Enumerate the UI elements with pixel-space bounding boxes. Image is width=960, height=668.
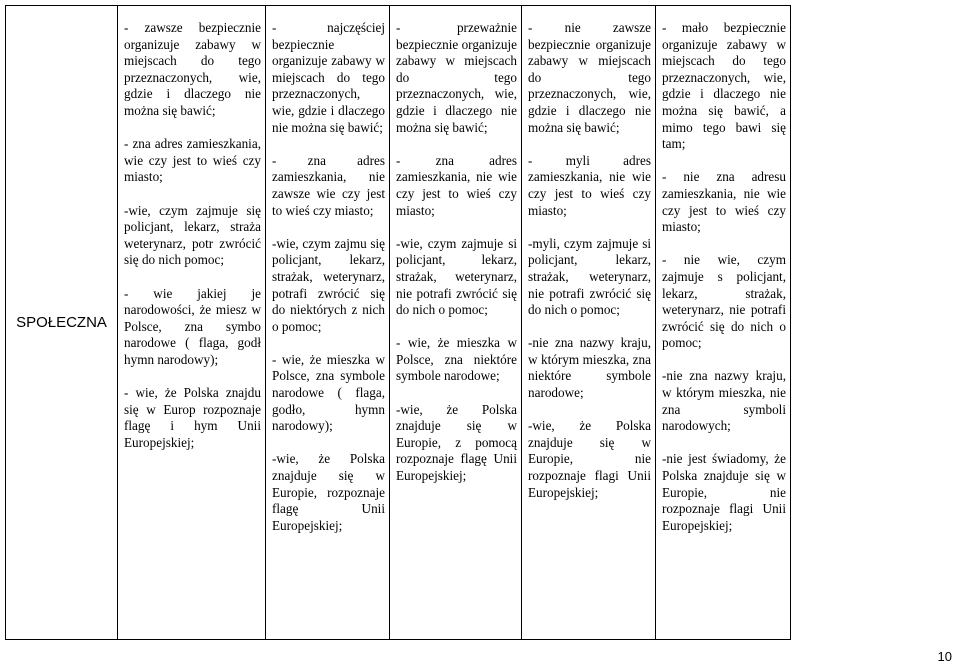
column-1-cell — [118, 6, 266, 640]
column-4-item: -nie zna nazwy kraju, w którym mieszka, zna niektóre symbole narodowe; — [528, 335, 651, 401]
column-1-item: - wie, że Polska znajdu się w Europ rozpoznaje flagę i hym Unii Europejskiej; — [124, 385, 261, 450]
column-5-item: - nie wie, czym zajmuje s policjant, lekarz, strażak, weterynarz, nie potrafi zwrócić się do nich o pomoc; — [662, 252, 786, 351]
column-3-cell — [390, 6, 522, 640]
column-3-item: -wie, że Polska znajduje się w Europie, z pomocą rozpoznaje flagę Unii Europejskiej; — [396, 401, 517, 484]
column-2-item: -wie, że Polska znajduje się w Europie, rozpoznaje flagę Unii Europejskiej; — [272, 451, 385, 533]
column-5-cell — [656, 6, 791, 640]
column-5-item: - mało bezpiecznie organizuje zabawy w miejscach do tego przeznaczonych, wie, gdzie i dlaczego nie można się bawić, a mimo tego bawi się tam; — [662, 20, 786, 152]
column-2-item: - wie, że mieszka w Polsce, zna symbole narodowe ( flaga, godło, hymn narodowy); — [272, 351, 385, 434]
category-cell — [6, 6, 118, 640]
column-2-item: - zna adres zamieszkania, nie zawsze wie czy jest to wieś czy miasto; — [272, 152, 385, 218]
column-2-item: -wie, czym zajmu się policjant, lekarz, strażak, weterynarz, potrafi zwrócić się do niektórych z nich o pomoc; — [272, 235, 385, 334]
column-1-item: - wie jakiej je narodowości, że miesz w Polsce, zna symbo narodowe ( flaga, godł hymn narodowy); — [124, 285, 261, 367]
column-4-item: - myli adres zamieszkania, nie wie czy jest to wieś czy miasto; — [528, 152, 651, 218]
column-1-item: - zna adres zamieszkania, wie czy jest to wieś czy miasto; — [124, 136, 261, 185]
column-5-item: -nie zna nazwy kraju, w którym mieszka, nie zna symboli narodowych; — [662, 368, 786, 434]
column-4-item: -myli, czym zajmuje si policjant, lekarz, strażak, weterynarz, nie potrafi zwrócić się do nich o pomoc; — [528, 235, 651, 318]
column-4-item: -wie, że Polska znajduje się w Europie, nie rozpoznaje flagi Unii Europejskiej; — [528, 418, 651, 500]
column-2-cell — [266, 6, 390, 640]
column-3-item: - zna adres zamieszkania, nie wie czy jest to wieś czy miasto; — [396, 152, 517, 218]
column-2-item: - najczęściej bezpiecznie organizuje zabawy w miejscach do tego przeznaczonych, wie, gdzie i dlaczego nie można się bawić; — [272, 20, 385, 135]
column-3-item: -wie, czym zajmuje si policjant, lekarz, strażak, weterynarz, nie potrafi zwrócić się do nich o pomoc; — [396, 235, 517, 318]
column-3-item: - przeważnie bezpiecznie organizuje zabawy w miejscach do tego przeznaczonych, wie, gdzie i dlaczego nie można się bawić; — [396, 20, 517, 135]
column-1-item: -wie, czym zajmuje się policjant, lekarz, straża weterynarz, potr zwrócić się do nich pomoc; — [124, 202, 261, 268]
column-3-item: - wie, że mieszka w Polsce, zna niektóre symbole narodowe; — [396, 335, 517, 384]
requirements-table — [5, 5, 791, 640]
category-label: SPOŁECZNA — [16, 314, 107, 331]
page-number: 10 — [937, 649, 952, 664]
column-1-item: - zawsze bezpiecznie organizuje zabawy w miejscach do tego przeznaczonych, wie, gdzie i dlaczego nie można się bawić; — [124, 20, 261, 118]
column-4-cell — [522, 6, 656, 640]
column-5-item: -nie jest świadomy, że Polska znajduje się w Europie, nie rozpoznaje flagi Unii Europejskiej; — [662, 451, 786, 533]
column-4-item: - nie zawsze bezpiecznie organizuje zabawy w miejscach do tego przeznaczonych, wie, gdzie i dlaczego nie można się bawić; — [528, 20, 651, 135]
column-5-item: - nie zna adresu zamieszkania, nie wie czy jest to wieś czy miasto; — [662, 169, 786, 235]
table-row — [6, 6, 791, 640]
